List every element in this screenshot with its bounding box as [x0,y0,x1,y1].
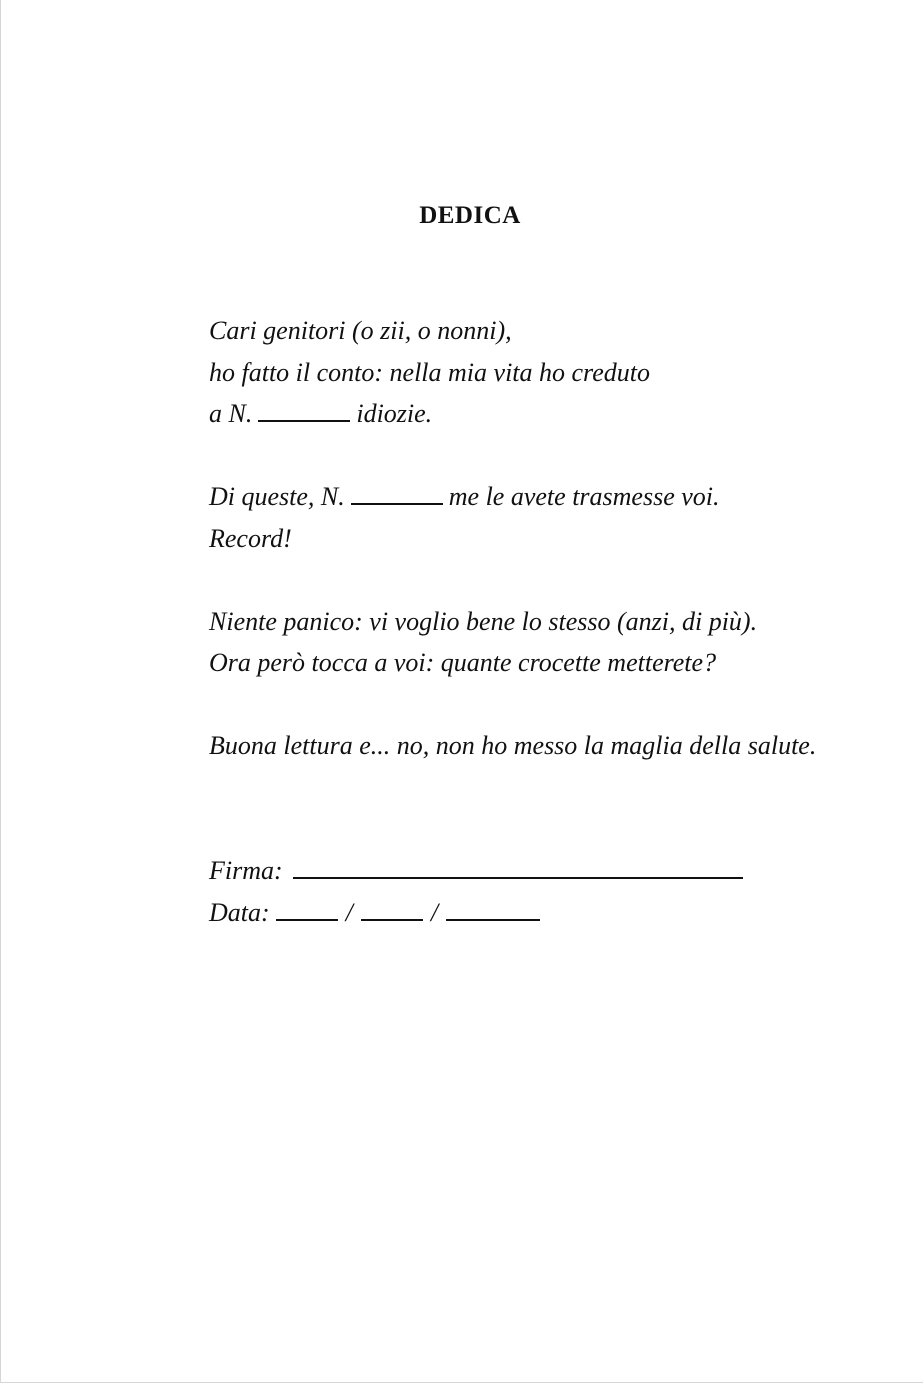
count-blank-parents[interactable] [351,502,443,505]
stanza-4-line-1: Buona lettura e... no, non ho messo la maglia della salute. [209,731,817,760]
stanza-4 [209,725,909,767]
stanza-2 [209,476,909,559]
stanza-3 [209,601,909,684]
date-year-blank[interactable] [446,918,540,921]
signature-block [209,850,749,934]
stanza-1 [209,310,909,435]
date-separator: / [345,898,353,927]
stanza-3-line-1: Niente panico: vi voglio bene lo stesso (anzi, di più). [209,606,758,636]
firma-label: Firma: [209,856,283,885]
count-blank-total[interactable] [258,419,350,422]
date-line [209,892,749,934]
stanza-2-line-2: Record! [209,523,292,553]
date-separator: / [430,898,439,927]
count-suffix: idiozie. [356,399,433,428]
page-title: DEDICA [419,202,521,229]
signature-blank[interactable] [293,876,743,879]
signature-line [209,850,749,892]
date-day-blank[interactable] [276,918,338,921]
dedication-text [209,310,909,808]
stanza-1-line-2: ho fatto il conto: nella mia vita ho creduto [209,357,650,387]
stanza-2-line-1 [209,476,909,518]
stanza-3-line-2: Ora però tocca a voi: quante crocette metterete? [209,648,717,677]
stanza-1-line-1: Cari genitori (o zii, o nonni), [209,316,512,345]
stanza-1-line-3 [209,393,909,435]
data-label: Data: [209,898,270,927]
parents-count-prefix: Di queste, N. [209,482,345,511]
count-prefix: a N. [209,399,253,428]
date-month-blank[interactable] [361,918,423,921]
parents-count-suffix: me le avete trasmesse voi. [448,482,720,511]
